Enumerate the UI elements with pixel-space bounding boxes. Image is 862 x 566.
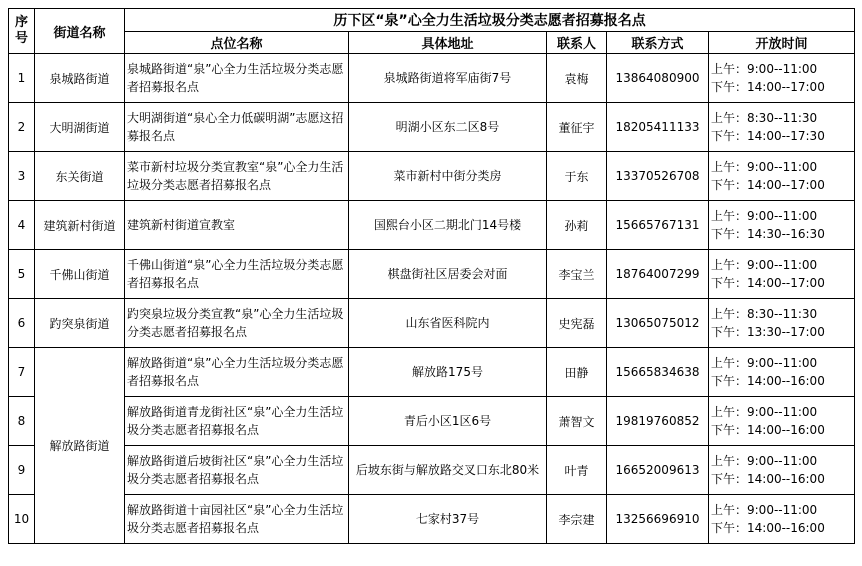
address: 七家村37号 (349, 495, 547, 544)
hours-pm: 下午：14:00--16:00 (711, 472, 825, 486)
row-number: 6 (9, 299, 35, 348)
point-name: 千佛山街道“泉”心全力生活垃圾分类志愿者招募报名点 (125, 250, 349, 299)
header-phone: 联系方式 (607, 32, 709, 54)
row-number: 7 (9, 348, 35, 397)
street-name-merged: 解放路街道 (35, 348, 125, 544)
opening-hours (709, 103, 855, 152)
phone-number: 19819760852 (607, 397, 709, 446)
opening-hours (709, 397, 855, 446)
table-row (9, 250, 855, 299)
phone-number: 15665834638 (607, 348, 709, 397)
address: 解放路175号 (349, 348, 547, 397)
contact-person: 于东 (547, 152, 607, 201)
hours-am: 上午：9:00--11:00 (711, 160, 818, 174)
contact-person: 李宗建 (547, 495, 607, 544)
address: 青后小区1区6号 (349, 397, 547, 446)
table-row (9, 201, 855, 250)
table-row (9, 54, 855, 103)
hours-am: 上午：9:00--11:00 (711, 258, 818, 272)
hours-pm: 下午：14:00--17:00 (711, 178, 825, 192)
hours-am: 上午：8:30--11:30 (711, 307, 818, 321)
hours-am: 上午：9:00--11:00 (711, 454, 818, 468)
address: 山东省医科院内 (349, 299, 547, 348)
point-name: 解放路街道十亩园社区“泉”心全力生活垃圾分类志愿者招募报名点 (125, 495, 349, 544)
street-name: 建筑新村街道 (35, 201, 125, 250)
street-name: 东关街道 (35, 152, 125, 201)
hours-am: 上午：9:00--11:00 (711, 62, 818, 76)
header-street: 街道名称 (35, 9, 125, 54)
row-number: 1 (9, 54, 35, 103)
hours-am: 上午：9:00--11:00 (711, 405, 818, 419)
point-name: 大明湖街道“泉心全力低碳明湖”志愿这招募报名点 (125, 103, 349, 152)
hours-am: 上午：9:00--11:00 (711, 503, 818, 517)
address: 泉城路街道将军庙街7号 (349, 54, 547, 103)
contact-person: 李宝兰 (547, 250, 607, 299)
row-number: 10 (9, 495, 35, 544)
address: 菜市新村中街分类房 (349, 152, 547, 201)
hours-pm: 下午：14:00--16:00 (711, 374, 825, 388)
contact-person: 叶青 (547, 446, 607, 495)
phone-number: 16652009613 (607, 446, 709, 495)
point-name: 菜市新村垃圾分类宣教室“泉”心全力生活垃圾分类志愿者招募报名点 (125, 152, 349, 201)
header-point: 点位名称 (125, 32, 349, 54)
hours-pm: 下午：14:00--16:00 (711, 423, 825, 437)
row-number: 3 (9, 152, 35, 201)
contact-person: 史宪磊 (547, 299, 607, 348)
row-number: 5 (9, 250, 35, 299)
address: 后坡东街与解放路交叉口东北80米 (349, 446, 547, 495)
opening-hours (709, 495, 855, 544)
table-row (9, 348, 855, 397)
header-seq: 序号 (9, 9, 35, 54)
hours-am: 上午：9:00--11:00 (711, 209, 818, 223)
address: 明湖小区东二区8号 (349, 103, 547, 152)
table-row (9, 495, 855, 544)
phone-number: 13256696910 (607, 495, 709, 544)
table-row (9, 152, 855, 201)
street-name: 泉城路街道 (35, 54, 125, 103)
point-name: 建筑新村街道宣教室 (125, 201, 349, 250)
row-number: 8 (9, 397, 35, 446)
address: 国熙台小区二期北门14号楼 (349, 201, 547, 250)
point-name: 解放路街道“泉”心全力生活垃圾分类志愿者招募报名点 (125, 348, 349, 397)
point-name: 解放路街道青龙街社区“泉”心全力生活垃圾分类志愿者招募报名点 (125, 397, 349, 446)
point-name: 泉城路街道“泉”心全力生活垃圾分类志愿者招募报名点 (125, 54, 349, 103)
registration-points-table-wrapper (8, 8, 855, 544)
opening-hours (709, 201, 855, 250)
phone-number: 13370526708 (607, 152, 709, 201)
hours-am: 上午：8:30--11:30 (711, 111, 818, 125)
opening-hours (709, 152, 855, 201)
street-name: 趵突泉街道 (35, 299, 125, 348)
contact-person: 萧智文 (547, 397, 607, 446)
opening-hours (709, 299, 855, 348)
table-row (9, 299, 855, 348)
hours-pm: 下午：14:00--17:00 (711, 80, 825, 94)
street-name: 大明湖街道 (35, 103, 125, 152)
street-name: 千佛山街道 (35, 250, 125, 299)
opening-hours (709, 250, 855, 299)
point-name: 解放路街道后坡街社区“泉”心全力生活垃圾分类志愿者招募报名点 (125, 446, 349, 495)
phone-number: 15665767131 (607, 201, 709, 250)
registration-points-table (8, 8, 855, 544)
row-number: 9 (9, 446, 35, 495)
phone-number: 18205411133 (607, 103, 709, 152)
header-hours: 开放时间 (709, 32, 855, 54)
hours-am: 上午：9:00--11:00 (711, 356, 818, 370)
hours-pm: 下午：14:00--17:30 (711, 129, 825, 143)
contact-person: 田静 (547, 348, 607, 397)
hours-pm: 下午：14:00--17:00 (711, 276, 825, 290)
table-title: 历下区“泉”心全力生活垃圾分类志愿者招募报名点 (125, 9, 855, 32)
contact-person: 孙莉 (547, 201, 607, 250)
phone-number: 13065075012 (607, 299, 709, 348)
opening-hours (709, 54, 855, 103)
opening-hours (709, 348, 855, 397)
table-row (9, 103, 855, 152)
address: 棋盘街社区居委会对面 (349, 250, 547, 299)
table-row (9, 446, 855, 495)
phone-number: 13864080900 (607, 54, 709, 103)
hours-pm: 下午：13:30--17:00 (711, 325, 825, 339)
header-address: 具体地址 (349, 32, 547, 54)
hours-pm: 下午：14:30--16:30 (711, 227, 825, 241)
header-contact: 联系人 (547, 32, 607, 54)
hours-pm: 下午：14:00--16:00 (711, 521, 825, 535)
point-name: 趵突泉垃圾分类宣教“泉”心全力生活垃圾分类志愿者招募报名点 (125, 299, 349, 348)
row-number: 4 (9, 201, 35, 250)
opening-hours (709, 446, 855, 495)
phone-number: 18764007299 (607, 250, 709, 299)
contact-person: 董征宇 (547, 103, 607, 152)
contact-person: 袁梅 (547, 54, 607, 103)
row-number: 2 (9, 103, 35, 152)
table-row (9, 397, 855, 446)
